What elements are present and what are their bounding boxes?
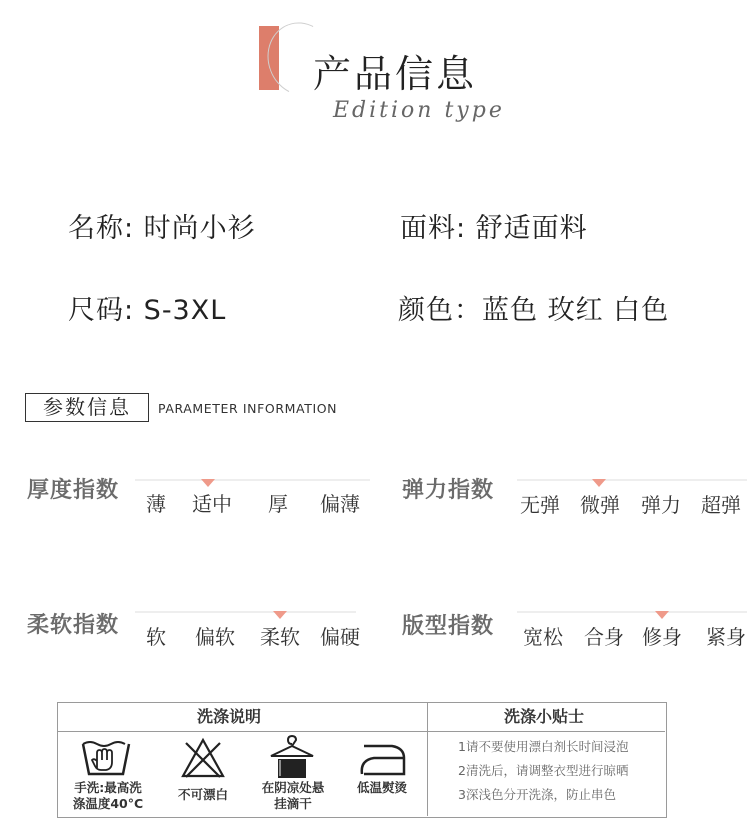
index-scale-line bbox=[135, 611, 356, 613]
product-color: 颜色：蓝色 玫红 白色 bbox=[398, 295, 670, 326]
caption-line: 手洗:最高洗 bbox=[74, 780, 142, 795]
index-option: 软 bbox=[146, 625, 166, 649]
index-scale-line bbox=[517, 611, 747, 613]
index-label: 版型指数 bbox=[402, 614, 495, 639]
washing-instructions-header: 洗涤说明 bbox=[197, 707, 262, 726]
index-label: 弹力指数 bbox=[402, 478, 495, 503]
washing-tips-header: 洗涤小贴士 bbox=[504, 707, 585, 726]
index-selected-marker bbox=[273, 611, 287, 619]
page-subtitle: Edition type bbox=[333, 98, 505, 123]
index-option: 偏软 bbox=[195, 625, 235, 649]
index-option: 微弹 bbox=[580, 493, 620, 517]
index-selected-marker bbox=[592, 479, 606, 487]
table-divider bbox=[427, 702, 428, 816]
icon-caption bbox=[70, 780, 146, 812]
index-option: 偏硬 bbox=[320, 625, 360, 649]
index-option: 弹力 bbox=[641, 493, 681, 517]
index-option: 合身 bbox=[584, 625, 624, 649]
index-selected-marker bbox=[655, 611, 669, 619]
caption-line: 不可漂白 bbox=[177, 787, 228, 802]
page-title: 产品信息 bbox=[313, 52, 478, 96]
index-selected-marker bbox=[201, 479, 215, 487]
hand-wash-icon bbox=[80, 738, 132, 778]
caption-line: 挂滴干 bbox=[274, 796, 312, 811]
washing-tip: 2清洗后，请调整衣型进行晾晒 bbox=[458, 763, 629, 778]
icon-caption bbox=[344, 780, 420, 796]
index-option: 超弹 bbox=[701, 493, 741, 517]
product-fabric: 面料: 舒适面料 bbox=[400, 213, 588, 244]
index-label: 柔软指数 bbox=[27, 613, 120, 638]
product-size: 尺码: S-3XL bbox=[68, 295, 227, 326]
low-iron-icon bbox=[358, 738, 410, 778]
index-option: 柔软 bbox=[260, 625, 300, 649]
icon-caption bbox=[255, 780, 331, 812]
index-label: 厚度指数 bbox=[27, 478, 120, 503]
caption-line: 涤温度40°C bbox=[72, 796, 144, 811]
index-option: 宽松 bbox=[523, 625, 563, 649]
index-option: 紧身 bbox=[706, 625, 746, 649]
table-divider bbox=[57, 731, 665, 732]
parameter-info-subheading: PARAMETER INFORMATION bbox=[158, 401, 338, 416]
washing-tip: 3深浅色分开洗涤，防止串色 bbox=[458, 787, 616, 802]
icon-caption bbox=[165, 787, 241, 803]
index-option: 适中 bbox=[192, 492, 232, 516]
no-bleach-icon bbox=[180, 737, 226, 779]
product-name: 名称: 时尚小衫 bbox=[68, 213, 256, 244]
hang-dry-icon bbox=[268, 732, 316, 780]
index-scale-line bbox=[517, 479, 747, 481]
washing-tip: 1请不要使用漂白剂长时间浸泡 bbox=[458, 739, 629, 754]
index-scale-line bbox=[135, 479, 370, 481]
index-option: 修身 bbox=[642, 625, 682, 649]
parameter-info-heading: 参数信息 bbox=[25, 393, 149, 422]
caption-line: 低温熨烫 bbox=[356, 780, 407, 795]
index-option: 无弹 bbox=[520, 493, 560, 517]
index-option: 薄 bbox=[146, 492, 166, 516]
caption-line: 在阴凉处悬 bbox=[261, 780, 325, 795]
index-option: 偏薄 bbox=[320, 492, 360, 516]
index-option: 厚 bbox=[268, 492, 288, 516]
